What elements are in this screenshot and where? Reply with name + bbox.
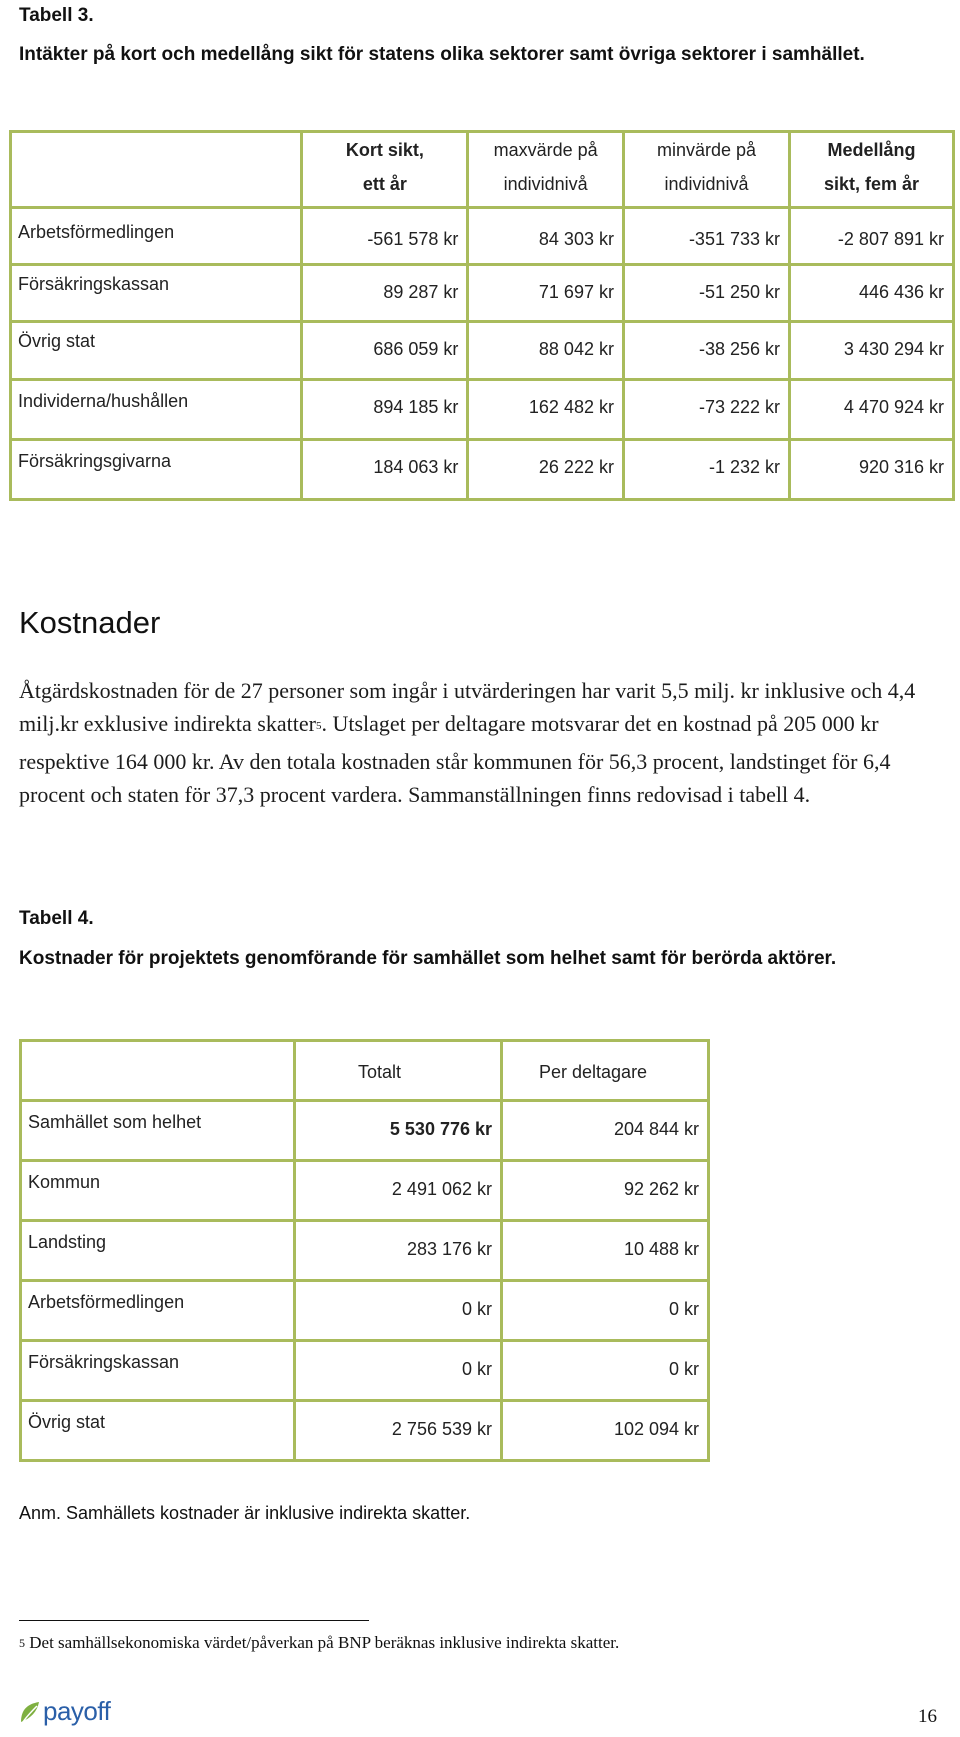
cell-short: 686 059 kr xyxy=(302,322,468,380)
table-row xyxy=(21,1281,709,1341)
cell-min: -73 222 kr xyxy=(623,380,789,440)
paragraph-text-part2: . Utslaget per deltagare motsvarar det en kostnad på 205 000 kr respektive 164 000 kr. Av den totala kostnaden står kommunen för 56,3 procent, landstinget för 6,4 procent och staten för 37,3 procent vardera. Sammanställningen finns redovisad i tabell 4. xyxy=(19,711,891,807)
footnote-reference: 5 xyxy=(315,720,322,732)
cell-total: 2 491 062 kr xyxy=(295,1161,502,1221)
cell-short: 894 185 kr xyxy=(302,380,468,440)
row-label: Samhället som helhet xyxy=(21,1101,295,1161)
cell-max: 88 042 kr xyxy=(468,322,624,380)
header-line2: sikt, fem år xyxy=(823,174,920,194)
table-row xyxy=(11,208,954,265)
cell-short: 89 287 kr xyxy=(302,265,468,322)
table-row xyxy=(21,1221,709,1281)
table4-note: Anm. Samhällets kostnader är inklusive indirekta skatter. xyxy=(19,1503,471,1523)
header-line2: individnivå xyxy=(664,174,749,194)
paragraph-text-part1: Åtgärdskostnaden för de 27 personer som ingår i utvärderingen har varit 5,5 milj. kr inklusive och 4,4 milj.kr exklusive indirekta skatter xyxy=(19,678,916,736)
cell-total: 0 kr xyxy=(295,1281,502,1341)
row-label: Arbetsförmedlingen xyxy=(11,208,302,265)
cell-medium: 920 316 kr xyxy=(790,440,954,500)
cell-medium: -2 807 891 kr xyxy=(790,208,954,265)
header-line1: minvärde på xyxy=(656,140,757,160)
cell-min: -51 250 kr xyxy=(623,265,789,322)
table-row xyxy=(21,1161,709,1221)
cell-total: 2 756 539 kr xyxy=(295,1401,502,1461)
table4-header-empty xyxy=(21,1041,295,1101)
row-label: Kommun xyxy=(21,1161,295,1221)
cell-max: 162 482 kr xyxy=(468,380,624,440)
section-paragraph xyxy=(19,674,949,811)
table-row xyxy=(11,440,954,500)
cell-max: 71 697 kr xyxy=(468,265,624,322)
table3-caption-text: Intäkter på kort och medellång sikt för statens olika sektorer samt övriga sektorer i samhället. xyxy=(19,44,865,65)
cell-min: -38 256 kr xyxy=(623,322,789,380)
table-row xyxy=(21,1401,709,1461)
payoff-logo xyxy=(19,1696,110,1727)
footnote xyxy=(19,1633,619,1653)
table-row xyxy=(21,1101,709,1161)
cell-per: 10 488 kr xyxy=(502,1221,709,1281)
cell-short: -561 578 kr xyxy=(302,208,468,265)
row-label: Försäkringsgivarna xyxy=(11,440,302,500)
table3-header-row xyxy=(11,132,954,208)
table4-caption-text: Kostnader för projektets genomförande för samhället som helhet samt för berörda aktörer. xyxy=(19,948,837,969)
table3-header-max xyxy=(468,132,624,208)
header-line2: ett år xyxy=(362,174,407,194)
table4-header-per: Per deltagare xyxy=(502,1041,709,1101)
cell-total: 0 kr xyxy=(295,1341,502,1401)
table4-header-total: Totalt xyxy=(295,1041,502,1101)
cell-total: 5 530 776 kr xyxy=(295,1101,502,1161)
header-line1: maxvärde på xyxy=(493,140,598,160)
row-label: Försäkringskassan xyxy=(11,265,302,322)
payoff-leaf-icon xyxy=(19,1700,41,1724)
table3-header-min xyxy=(623,132,789,208)
cell-per: 0 kr xyxy=(502,1341,709,1401)
row-label: Arbetsförmedlingen xyxy=(21,1281,295,1341)
table-row xyxy=(21,1341,709,1401)
page-number: 16 xyxy=(918,1706,937,1727)
table3-header-short xyxy=(302,132,468,208)
table-row xyxy=(11,322,954,380)
header-line1: Medellång xyxy=(827,140,916,160)
table3-caption-number: Tabell 3. xyxy=(19,5,94,26)
cell-short: 184 063 kr xyxy=(302,440,468,500)
row-label: Landsting xyxy=(21,1221,295,1281)
row-label: Övrig stat xyxy=(21,1401,295,1461)
cell-per: 92 262 kr xyxy=(502,1161,709,1221)
table3-header-medium xyxy=(790,132,954,208)
row-label: Övrig stat xyxy=(11,322,302,380)
footnote-text: Det samhällsekonomiska värdet/påverkan på BNP beräknas inklusive indirekta skatter. xyxy=(29,1633,620,1652)
cell-medium: 446 436 kr xyxy=(790,265,954,322)
row-label: Individerna/hushållen xyxy=(11,380,302,440)
header-line1: Kort sikt, xyxy=(345,140,424,160)
cell-total: 283 176 kr xyxy=(295,1221,502,1281)
cell-per: 102 094 kr xyxy=(502,1401,709,1461)
footnote-number: 5 xyxy=(19,1636,25,1650)
cell-per: 0 kr xyxy=(502,1281,709,1341)
cell-min: -1 232 kr xyxy=(623,440,789,500)
table-row xyxy=(11,265,954,322)
cell-max: 84 303 kr xyxy=(468,208,624,265)
cell-medium: 4 470 924 kr xyxy=(790,380,954,440)
cell-medium: 3 430 294 kr xyxy=(790,322,954,380)
table4-header-row xyxy=(21,1041,709,1101)
cell-max: 26 222 kr xyxy=(468,440,624,500)
table3-header-empty xyxy=(11,132,302,208)
footnote-divider xyxy=(19,1620,369,1621)
logo-text: payoff xyxy=(43,1696,111,1726)
table3 xyxy=(9,130,955,501)
table4-caption-number: Tabell 4. xyxy=(19,908,94,929)
cell-min: -351 733 kr xyxy=(623,208,789,265)
row-label: Försäkringskassan xyxy=(21,1341,295,1401)
table-row xyxy=(11,380,954,440)
section-heading: Kostnader xyxy=(19,605,161,640)
table4 xyxy=(19,1039,710,1462)
cell-per: 204 844 kr xyxy=(502,1101,709,1161)
header-line2: individnivå xyxy=(503,174,588,194)
